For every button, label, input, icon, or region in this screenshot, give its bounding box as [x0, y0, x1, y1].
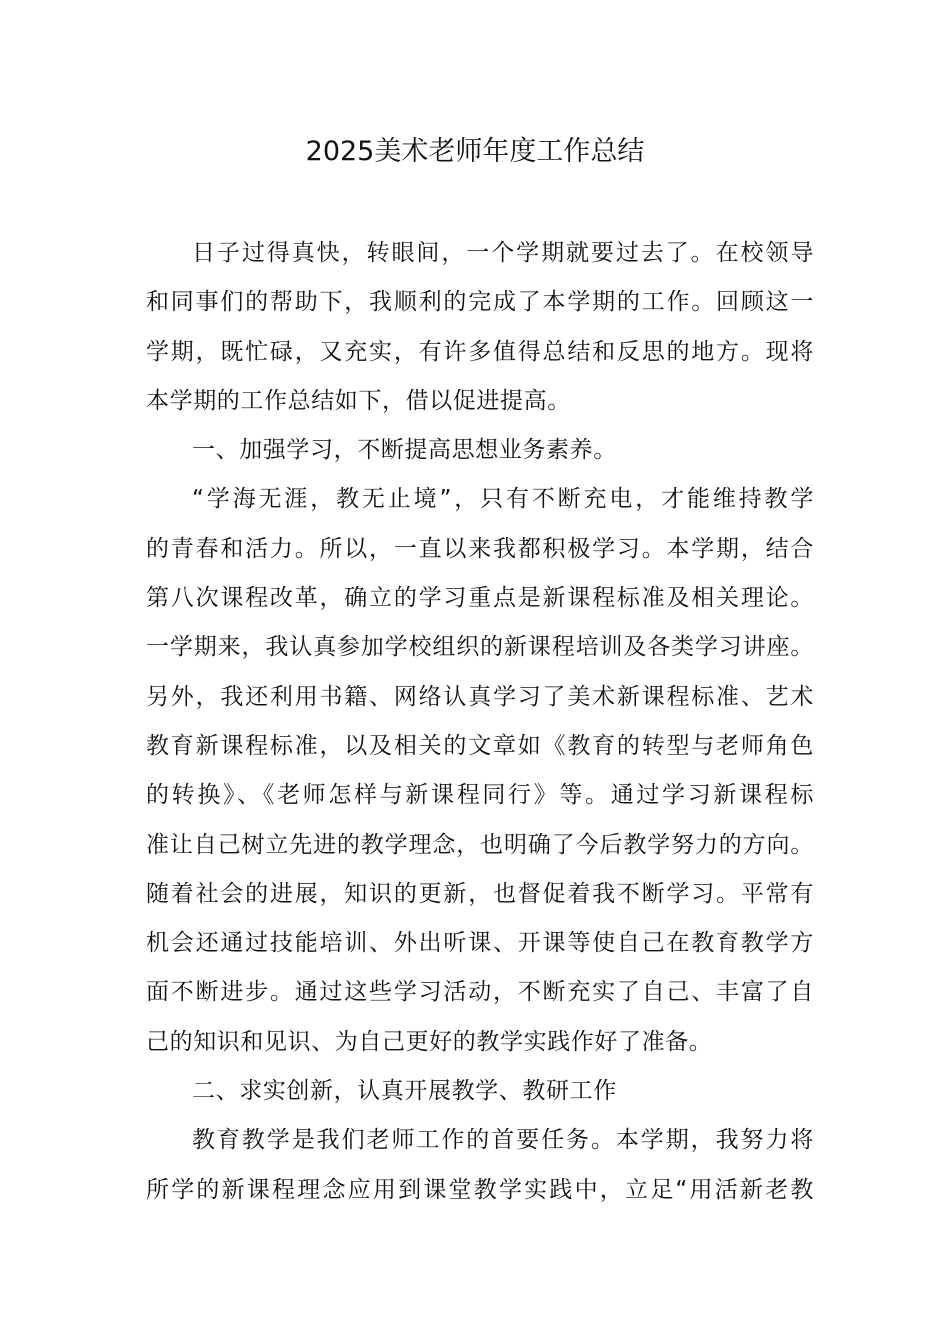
text-line: 教育教学是我们老师工作的首要任务。本学期，我努力将 — [192, 1127, 814, 1154]
text-line: 第八次课程改革，确立的学习重点是新课程标准及相关理论。 — [146, 585, 814, 612]
text-line: 一、加强学习，不断提高思想业务素养。 — [192, 437, 617, 464]
text-line: 二、求实创新，认真开展教学、教研工作 — [192, 1078, 617, 1105]
text-line: 一学期来，我认真参加学校组织的新课程培训及各类学习讲座。 — [146, 634, 814, 661]
text-line: 和同事们的帮助下，我顺利的完成了本学期的工作。回顾这一 — [146, 289, 814, 316]
text-line: 随着社会的进展，知识的更新，也督促着我不断学习。平常有 — [146, 880, 814, 907]
document-title: 2025美术老师年度工作总结 — [305, 136, 645, 167]
text-line: 本学期的工作总结如下，借以促进提高。 — [146, 387, 571, 414]
text-line: 的青春和活力。所以，一直以来我都积极学习。本学期，结合 — [146, 535, 814, 562]
text-line: “学海无涯，教无止境”，只有不断充电，才能维持教学 — [192, 486, 814, 513]
text-line: 面不断进步。通过这些学习活动，不断充实了自己、丰富了自 — [146, 979, 814, 1006]
text-line: 所学的新课程理念应用到课堂教学实践中，立足“用活新老教 — [146, 1176, 814, 1203]
text-line: 日子过得真快，转眼间，一个学期就要过去了。在校领导 — [192, 240, 814, 266]
text-line: 的转换》、《老师怎样与新课程同行》等。通过学习新课程标 — [146, 782, 814, 809]
text-line: 准让自己树立先进的教学理念，也明确了今后教学努力的方向。 — [146, 831, 814, 858]
text-line: 机会还通过技能培训、外出听课、开课等使自己在教育教学方 — [146, 930, 814, 957]
text-line: 学期，既忙碌，又充实，有许多值得总结和反思的地方。现将 — [146, 338, 814, 365]
text-line: 教育新课程标准，以及相关的文章如《教育的转型与老师角色 — [146, 732, 814, 759]
text-line: 己的知识和见识、为自己更好的教学实践作好了准备。 — [146, 1028, 713, 1055]
text-line: 另外，我还利用书籍、网络认真学习了美术新课程标准、艺术 — [146, 683, 814, 710]
document-body — [146, 229, 814, 1215]
